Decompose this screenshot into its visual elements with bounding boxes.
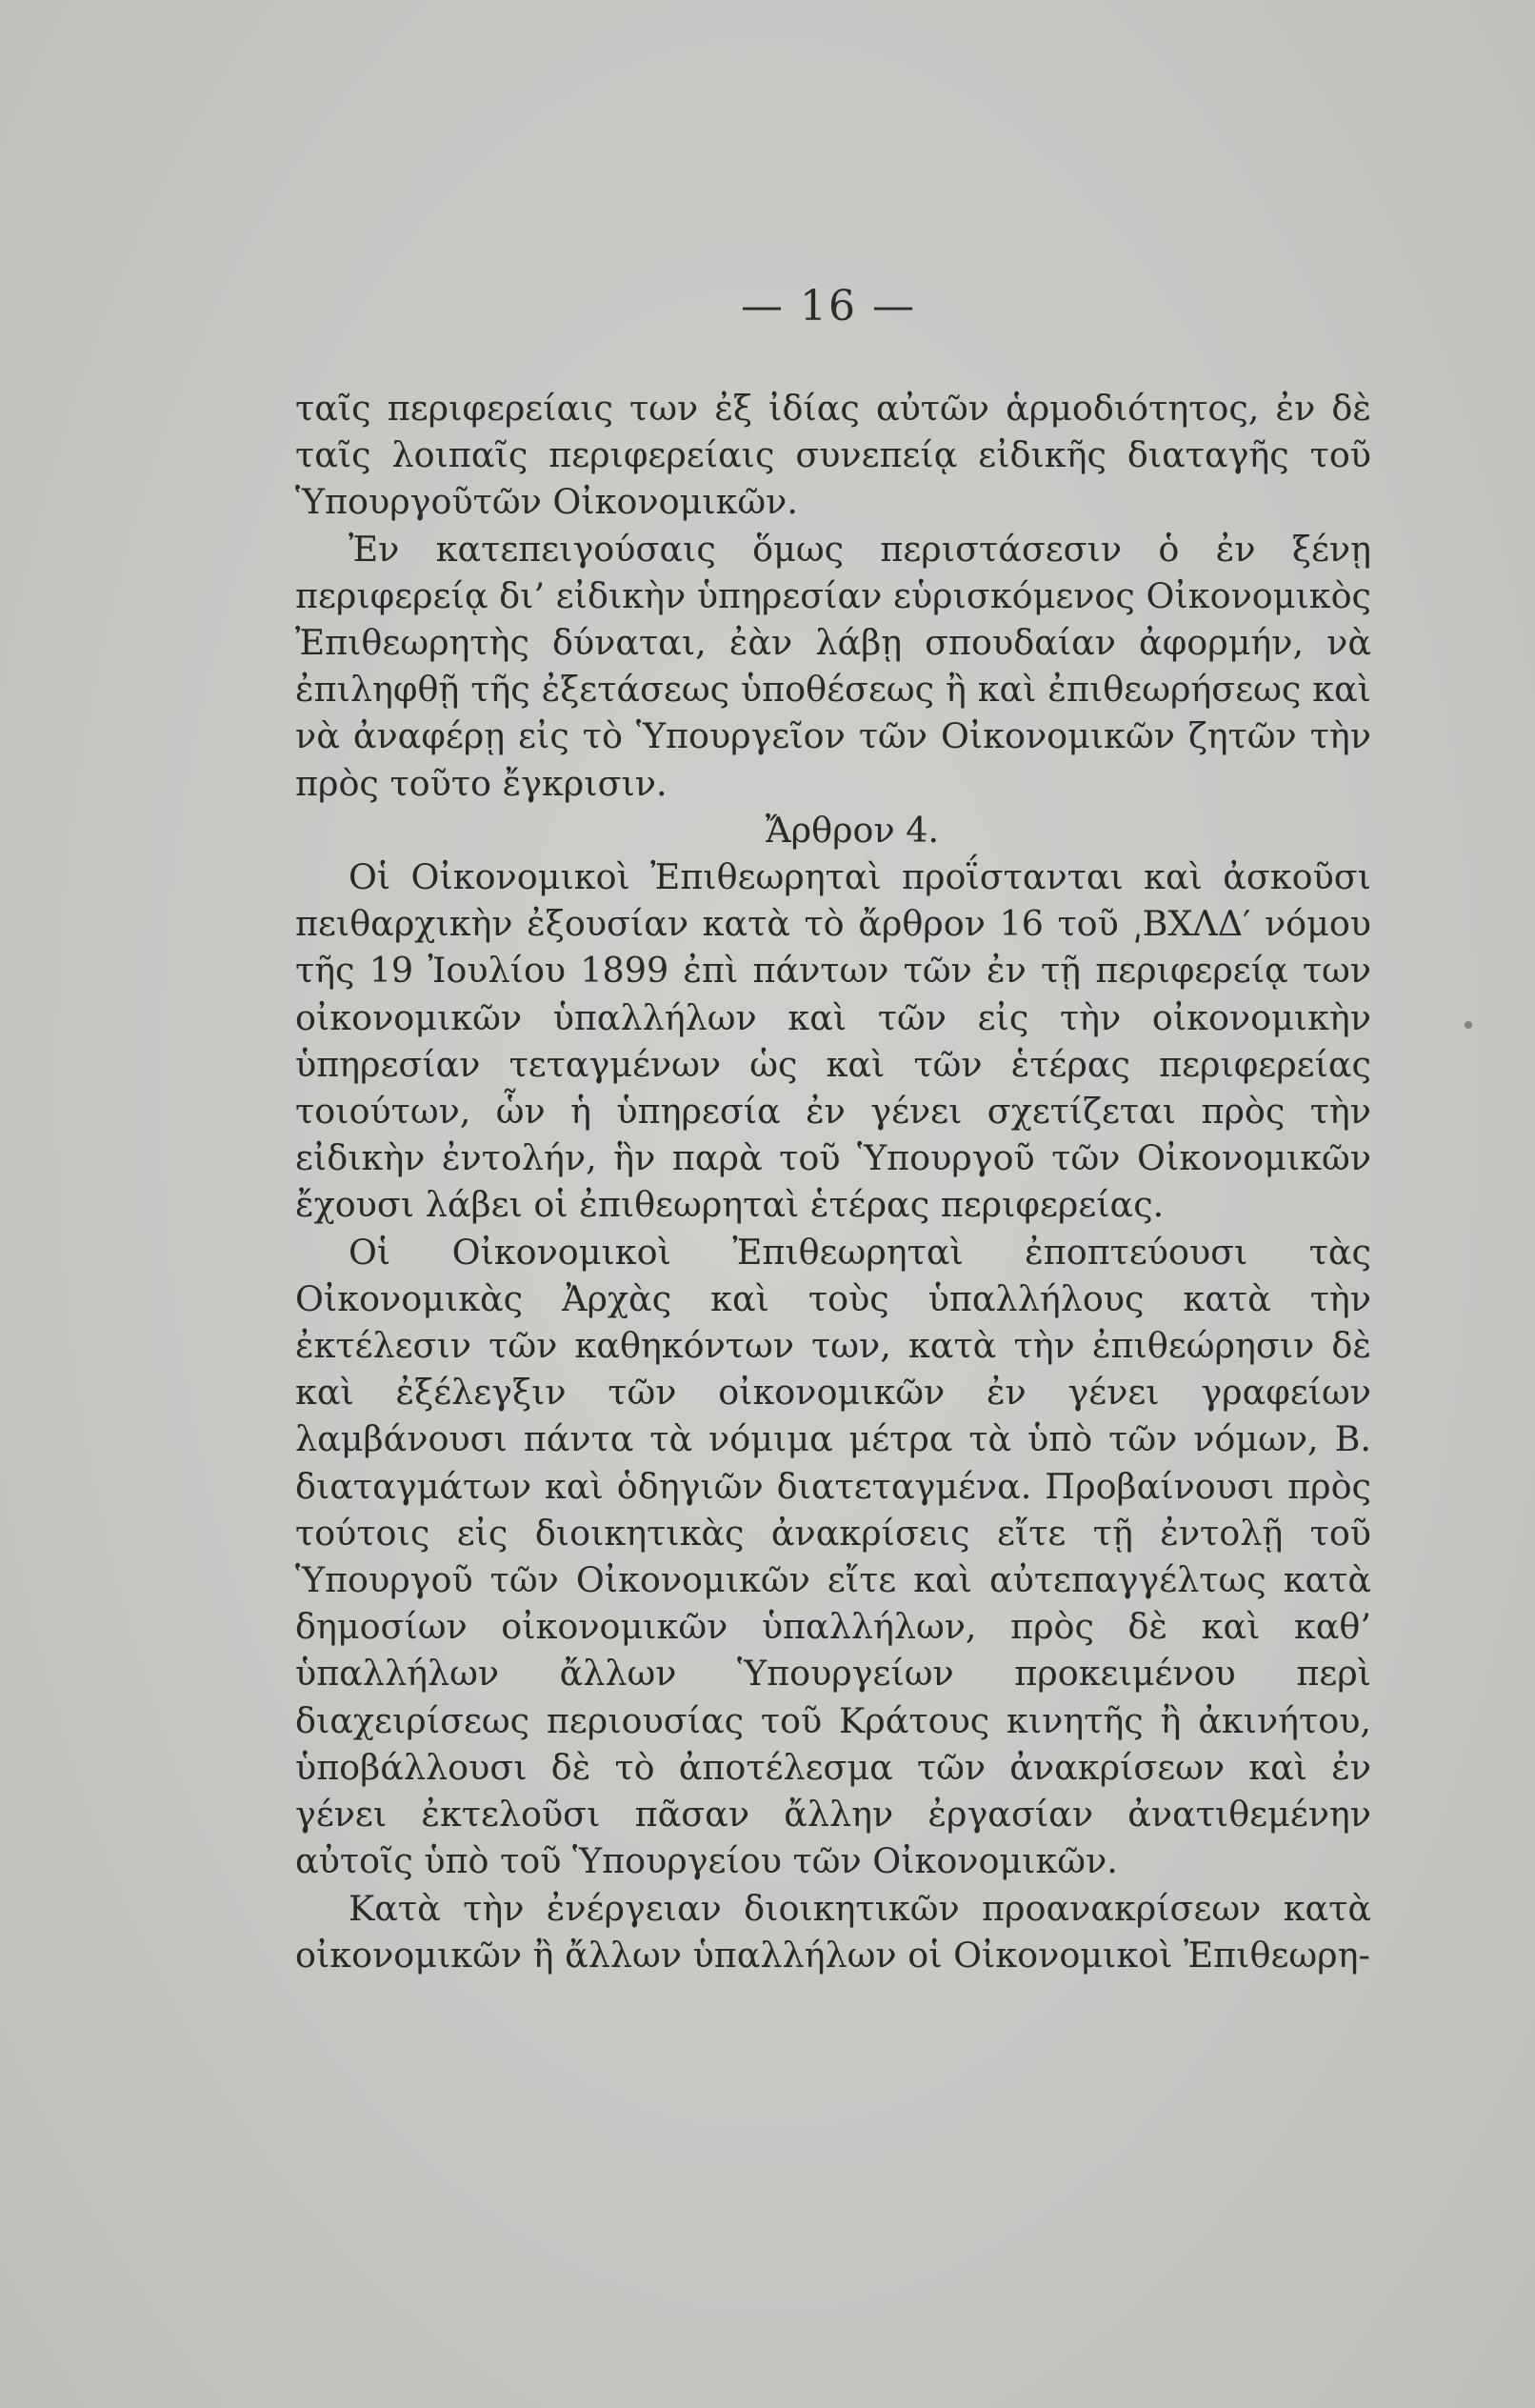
- article-heading: Ἄρθρον 4.: [765, 809, 940, 851]
- paragraph-urgent-circumstances: Ἐν κατεπειγούσαις ὅμως περιστάσεσιν ὁ ἐν ξένῃ περιφερείᾳ δι’ εἰδικὴν ὑπηρεσίαν εὑρισκόμενος Οἰκονομικὸς Ἐπιθεωρητὴς δύναται, ἐὰν λάβῃ σπουδαίαν ἀφορμήν, νὰ ἐπιληφθῇ τῆς ἐξετάσεως ὑποθέσεως ἢ καὶ ἐπιθεωρήσεως καὶ νὰ ἀναφέρῃ εἰς τὸ Ὑπουργεῖον τῶν Οἰκονομικῶν ζητῶν τὴν πρὸς τοῦτο ἔγκρισιν.: [295, 528, 1371, 804]
- paragraph-supervision: Οἱ Οἰκονομικοὶ Ἐπιθεωρηταὶ ἐποπτεύουσι τὰς Οἰκονομικὰς Ἀρχὰς καὶ τοὺς ὑπαλλήλους κατὰ τὴν ἐκτέλεσιν τῶν καθηκόντων των, κατὰ τὴν ἐπιθεώρησιν δὲ καὶ ἐξέλεγξιν τῶν οἰκονομικῶν ἐν γένει γραφείων λαμβάνουσι πάντα τὰ νόμιμα μέτρα τὰ ὑπὸ τῶν νόμων, Β. διαταγμάτων καὶ ὁδηγιῶν διατεταγμένα. Προβαίνουσι πρὸς τούτοις εἰς διοικητικὰς ἀνακρίσεις εἴτε τῇ ἐντολῇ τοῦ Ὑπουργοῦ τῶν Οἰκονομικῶν εἴτε καὶ αὐτεπαγγέλτως κατὰ δημοσίων οἰκονομικῶν ὑπαλλήλων, πρὸς δὲ καὶ καθ’ ὑπαλλήλων ἄλλων Ὑπουργείων προκειμένου περὶ διαχειρίσεως περιουσίας τοῦ Κράτους κινητῆς ἢ ἀκινήτου, ὑποβάλλουσι δὲ τὸ ἀποτέλεσμα τῶν ἀνακρίσεων καὶ ἐν γένει ἐκτελοῦσι πᾶσαν ἄλλην ἐργασίαν ἀνατιθεμένην αὐτοῖς ὑπὸ τοῦ Ὑπουργείου τῶν Οἰκονομικῶν.: [295, 1231, 1371, 1882]
- body-text: [295, 385, 1371, 1978]
- ink-spot: [1465, 1021, 1472, 1029]
- paragraph-investigations: Κατὰ τὴν ἐνέργειαν διοικητικῶν προανακρίσεων κατὰ οἰκονομικῶν ἢ ἄλλων ὑπαλλήλων οἱ Οἰκονομικοὶ Ἐπιθεωρη-: [295, 1887, 1371, 1976]
- paragraph-disciplinary-authority: Οἱ Οἰκονομικοὶ Ἐπιθεωρηταὶ προΐστανται καὶ ἀσκοῦσι πειθαρχικὴν ἐξουσίαν κατὰ τὸ ἄρθρον 16 τοῦ ͵ΒΧΛΔ′ νόμου τῆς 19 Ἰουλίου 1899 ἐπὶ πάντων τῶν ἐν τῇ περιφερείᾳ των οἰκονομικῶν ὑπαλλήλων καὶ τῶν εἰς τὴν οἰκονομικὴν ὑπηρεσίαν τεταγμένων ὡς καὶ τῶν ἑτέρας περιφερείας τοιούτων, ὧν ἡ ὑπηρεσία ἐν γένει σχετίζεται πρὸς τὴν εἰδικὴν ἐντολήν, ἣν παρὰ τοῦ Ὑπουργοῦ τῶν Οἰκονομικῶν ἔχουσι λάβει οἱ ἐπιθεωρηταὶ ἑτέρας περιφερείας.: [295, 856, 1371, 1226]
- page-number: — 16 —: [741, 282, 916, 331]
- paragraph-continued: ταῖς περιφερείαις των ἐξ ἰδίας αὐτῶν ἁρμοδιότητος, ἐν δὲ ταῖς λοιπαῖς περιφερείαις συνεπείᾳ εἰδικῆς διαταγῆς τοῦ Ὑπουργοῦτῶν Οἰκονομικῶν.: [295, 388, 1371, 523]
